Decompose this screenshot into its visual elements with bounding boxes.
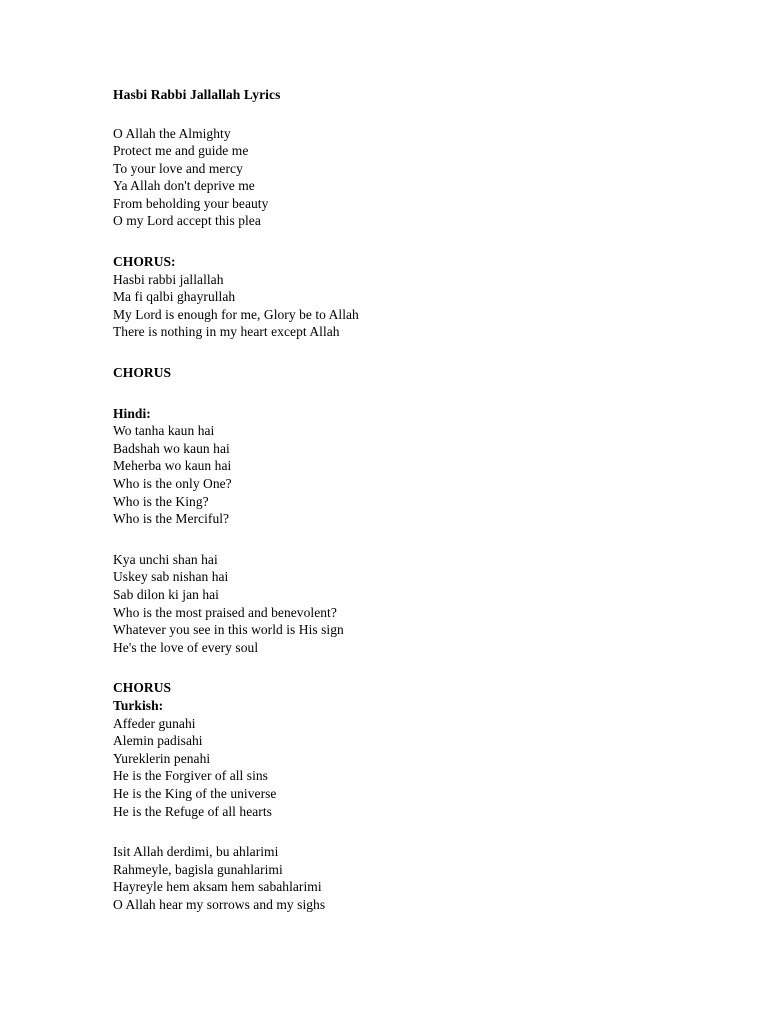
lyric-line: Hasbi rabbi jallallah — [113, 271, 224, 287]
lyric-line: Protect me and guide me — [113, 143, 249, 159]
lyric-line: From beholding your beauty — [113, 195, 269, 211]
lyric-line: He is the Forgiver of all sins — [113, 768, 268, 784]
lyric-line: Wo tanha kaun hai — [113, 423, 215, 439]
lyric-line: Sab dilon ki jan hai — [113, 586, 219, 602]
lyric-line: Rahmeyle, bagisla gunahlarimi — [113, 861, 283, 877]
lyric-line: To your love and mercy — [113, 160, 243, 176]
lyrics-section-intro-verse — [113, 125, 673, 231]
lyric-line: O Allah the Almighty — [113, 125, 231, 141]
lyric-line: Affeder gunahi — [113, 715, 196, 731]
lyric-line: Who is the most praised and benevolent? — [113, 604, 337, 620]
lyric-line: Meherba wo kaun hai — [113, 458, 232, 474]
section-heading: CHORUS — [113, 365, 172, 381]
lyric-line: He is the King of the universe — [113, 785, 277, 801]
lyric-line: He is the Refuge of all hearts — [113, 803, 272, 819]
lyric-line: Yureklerin penahi — [113, 750, 211, 766]
lyrics-section-turkish-verse-1 — [113, 679, 673, 820]
section-heading: Turkish: — [113, 697, 164, 713]
lyrics-section-chorus-marker-1 — [113, 364, 673, 382]
lyrics-section-chorus-first — [113, 253, 673, 341]
lyrics-section-hindi-verse-2 — [113, 551, 673, 657]
lyric-line: My Lord is enough for me, Glory be to Allah — [113, 306, 359, 322]
section-heading: CHORUS: — [113, 254, 176, 270]
section-heading: Hindi: — [113, 405, 151, 421]
lyric-line: Kya unchi shan hai — [113, 551, 218, 567]
lyric-line: O Allah hear my sorrows and my sighs — [113, 896, 326, 912]
lyric-line: Who is the only One? — [113, 476, 232, 491]
lyric-line: Uskey sab nishan hai — [113, 569, 229, 585]
lyric-line: Who is the Merciful? — [113, 511, 230, 527]
lyric-line: Alemin padisahi — [113, 733, 203, 749]
lyric-line: Who is the King? — [113, 493, 209, 509]
lyric-line: O my Lord accept this plea — [113, 213, 261, 229]
lyric-line: There is nothing in my heart except Allah — [113, 324, 340, 340]
page-title: Hasbi Rabbi Jallallah Lyrics — [113, 87, 281, 102]
lyric-line: Whatever you see in this world is His sign — [113, 622, 344, 638]
lyric-line: He's the love of every soul — [113, 639, 259, 655]
section-heading: CHORUS — [113, 680, 172, 696]
lyric-line: Hayreyle hem aksam hem sabahlarimi — [113, 879, 322, 895]
lyrics-section-turkish-verse-2 — [113, 843, 673, 913]
lyric-line: Isit Allah derdimi, bu ahlarimi — [113, 844, 279, 860]
document-body — [113, 88, 673, 913]
lyric-line: Ma fi qalbi ghayrullah — [113, 289, 236, 305]
lyric-line: Badshah wo kaun hai — [113, 440, 230, 456]
lyric-line: Ya Allah don't deprive me — [113, 178, 255, 194]
lyrics-section-hindi-verse-1 — [113, 405, 673, 528]
